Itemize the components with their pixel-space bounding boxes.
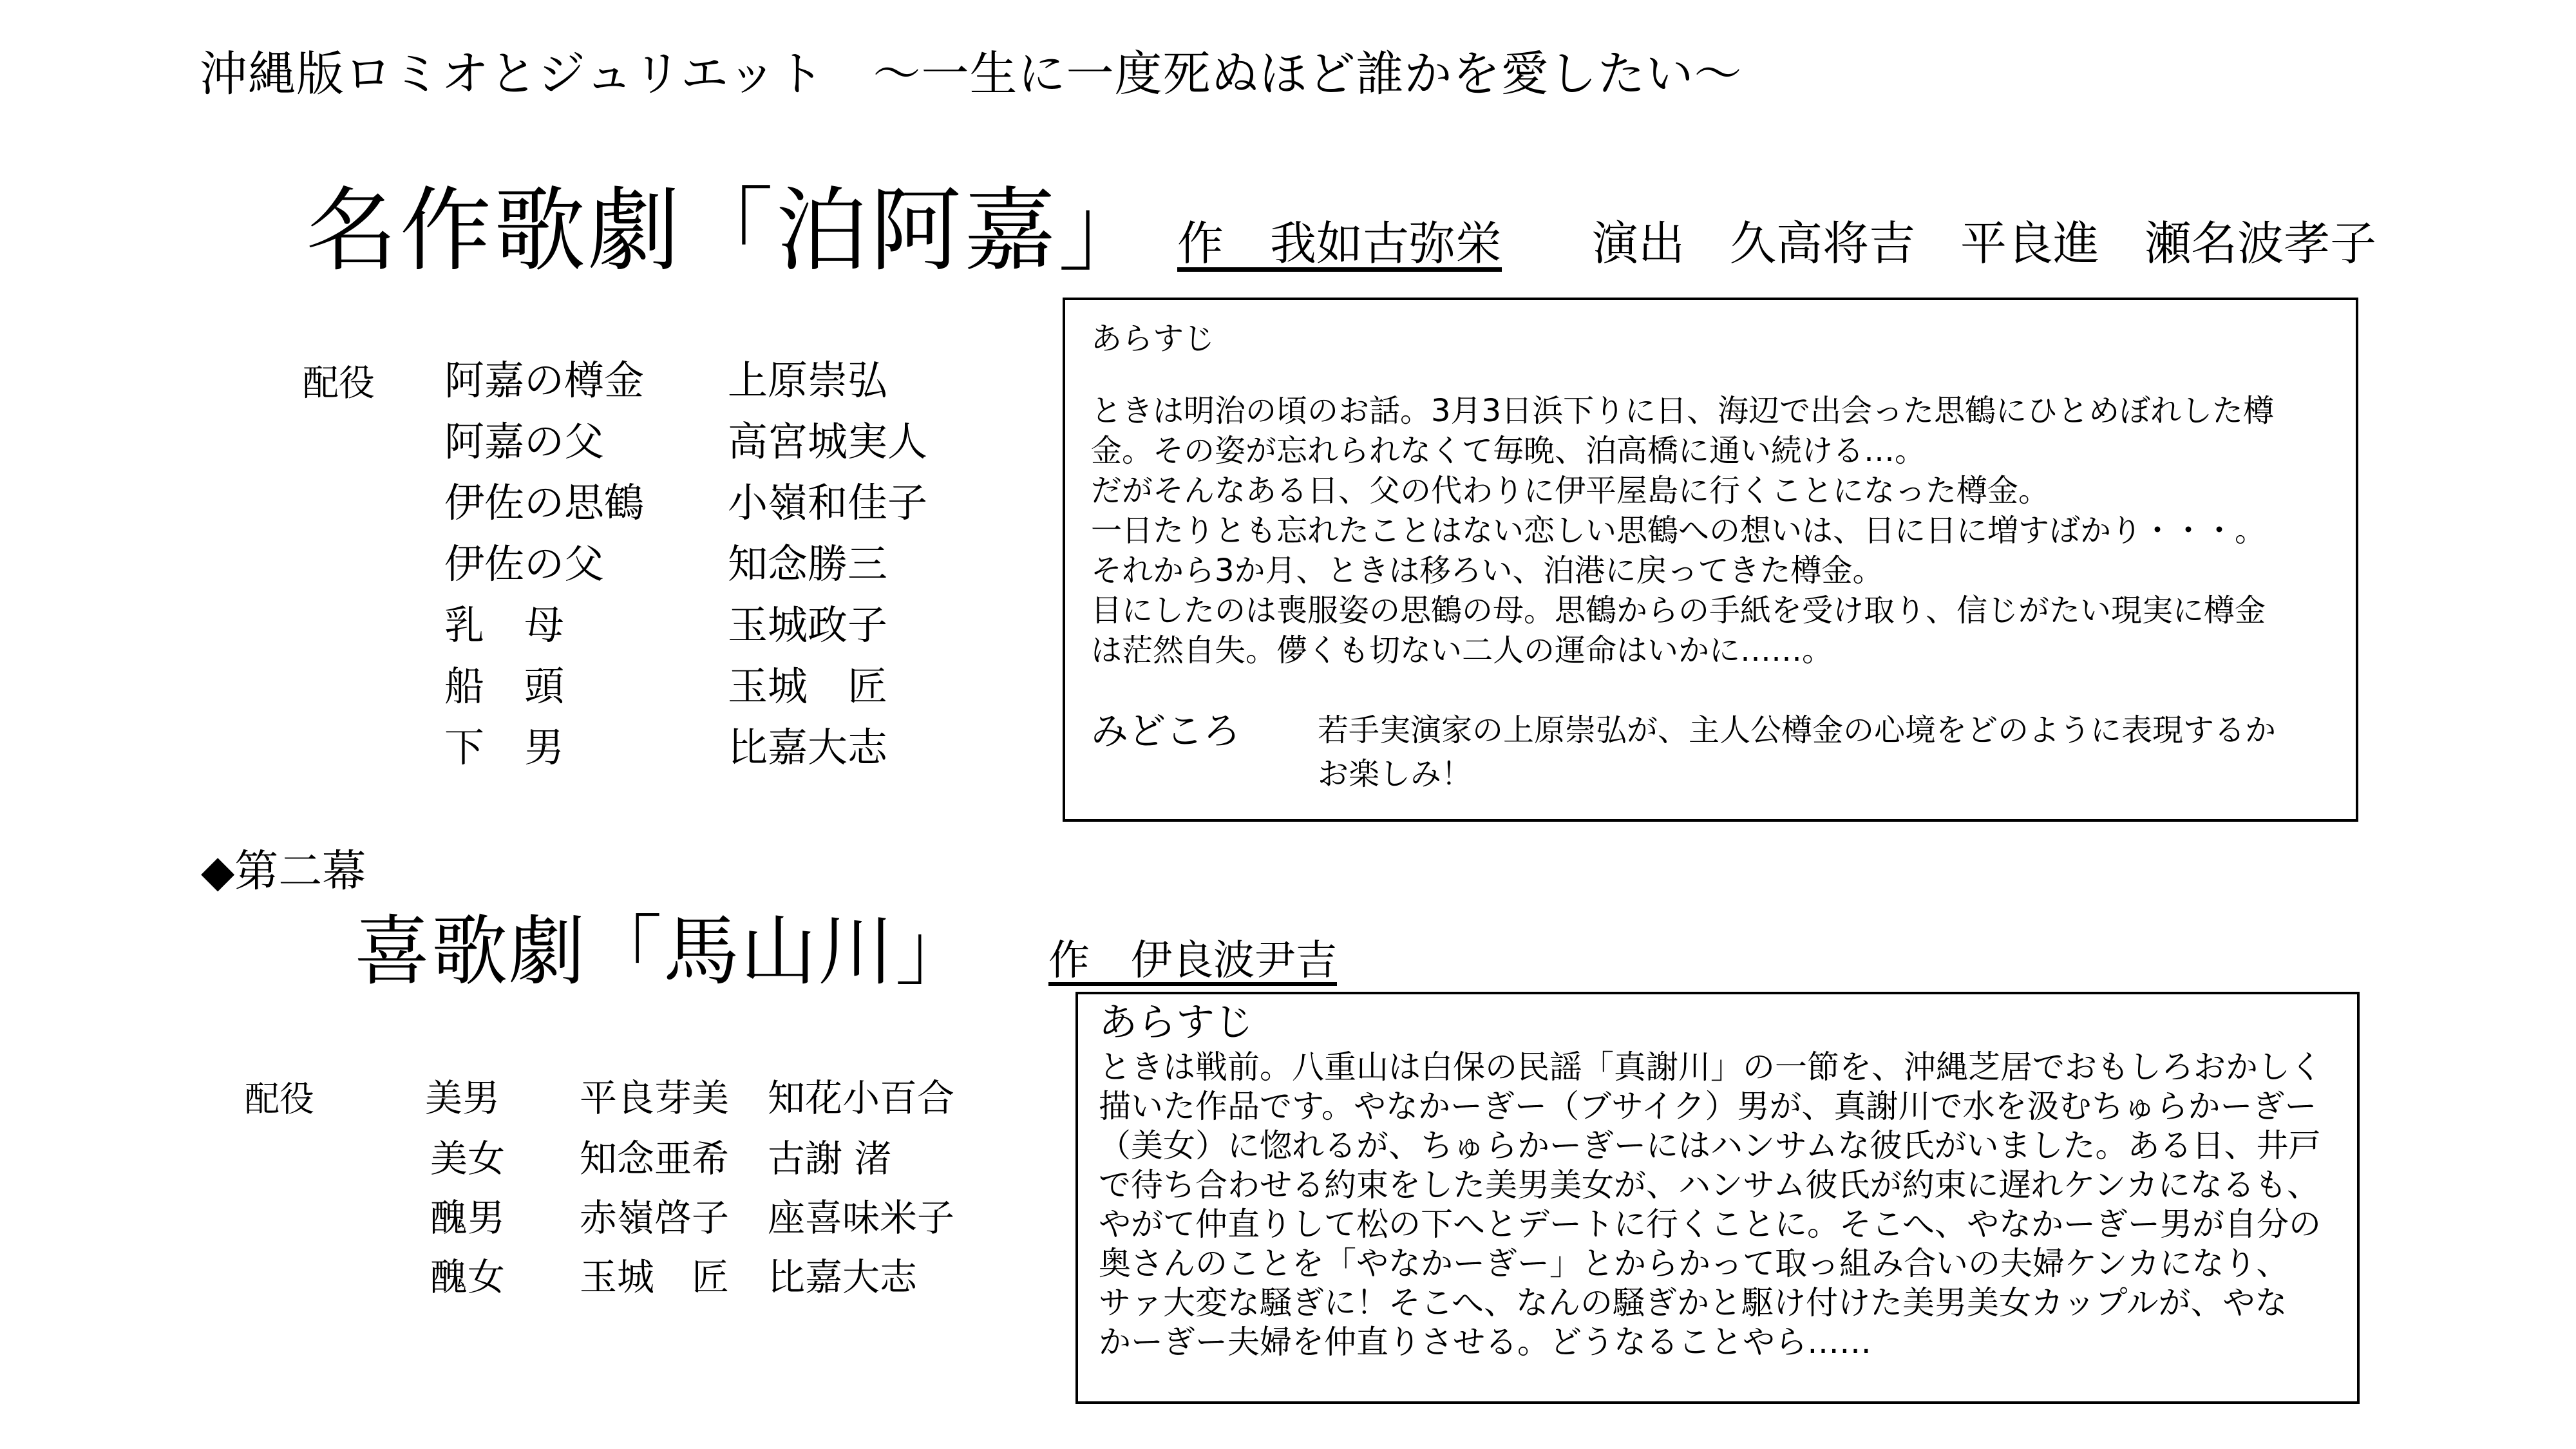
play1-credits bbox=[1177, 216, 2377, 270]
cast-role: 阿嘉の父 bbox=[444, 418, 605, 465]
midokoro-heading: みどころ bbox=[1091, 709, 1241, 753]
cast-role: 伊佐の思鶴 bbox=[444, 479, 645, 526]
page-header: 沖縄版ロミオとジュリエット 〜一生に一度死ぬほど誰かを愛したい〜 bbox=[200, 46, 1743, 102]
director-name: 久高将吉 bbox=[1730, 216, 1916, 270]
director-name: 平良進 bbox=[1960, 216, 2100, 270]
cast-actor: 比嘉大志 bbox=[728, 724, 888, 771]
director-name: 瀬名波孝子 bbox=[2145, 216, 2377, 270]
synopsis-line: で待ち合わせる約束をした美男美女が、ハンサム彼氏が約束に遅れケンカになるも、 bbox=[1099, 1166, 2319, 1204]
cast-actor: 平良芽美 bbox=[580, 1076, 730, 1120]
cast-role: 船 頭 bbox=[444, 663, 565, 710]
synopsis-line: それから3か月、ときは移ろい、泊港に戻ってきた樽金。 bbox=[1091, 553, 1884, 589]
midokoro-line: お楽しみ！ bbox=[1318, 756, 1473, 792]
synopsis-line: 奥さんのことを「やなかーぎー」とからかって取っ組み合いの夫婦ケンカになり、 bbox=[1099, 1245, 2289, 1282]
play1-synopsis-box bbox=[1063, 298, 2358, 822]
cast-role: 乳 母 bbox=[444, 601, 565, 649]
synopsis-heading: あらすじ bbox=[1091, 321, 1215, 357]
synopsis-line: やがて仲直りして松の下へとデートに行くことに。そこへ、やなかーぎー男が自分の bbox=[1099, 1206, 2321, 1243]
play2-cast-label: 配役 bbox=[245, 1079, 314, 1119]
synopsis-line: は茫然自失。儚くも切ない二人の運命はいかに……。 bbox=[1091, 632, 1833, 668]
cast-actor: 玉城政子 bbox=[728, 601, 888, 649]
synopsis-line: （美女）に惚れるが、ちゅらかーぎーにはハンサムな彼氏がいました。ある日、井戸 bbox=[1099, 1127, 2321, 1164]
play1-cast-label: 配役 bbox=[303, 363, 375, 404]
play1-title: 名作歌劇「泊阿嘉」 bbox=[306, 178, 1152, 284]
synopsis-line: 一日たりとも忘れたことはない恋しい思鶴への想いは、日に日に増すばかり・・・。 bbox=[1091, 513, 2266, 549]
cast-actor: 高宮城実人 bbox=[728, 418, 928, 465]
cast-actor: 座喜味米子 bbox=[768, 1196, 955, 1240]
play1-author: 作 我如古弥栄 bbox=[1177, 216, 1502, 270]
direction-label: 演出 bbox=[1592, 216, 1685, 270]
synopsis-line: 描いた作品です。やなかーぎー（ブサイク）男が、真謝川で水を汲むちゅらかーぎー bbox=[1099, 1088, 2317, 1125]
synopsis-line: 金。その姿が忘れられなくて毎晩、泊高橋に通い続ける…。 bbox=[1091, 433, 1926, 469]
cast-actor: 上原崇弘 bbox=[728, 357, 888, 404]
synopsis-line: ときは明治の頃のお話。3月3日浜下りに日、海辺で出会った思鶴にひとめぼれした樽 bbox=[1091, 393, 2275, 429]
play2-title: 喜歌劇「馬山川」 bbox=[354, 907, 973, 996]
synopsis-line: かーぎー夫婦を仲直りさせる。どうなることやら…… bbox=[1099, 1323, 1871, 1361]
cast-actor: 玉城 匠 bbox=[580, 1255, 730, 1299]
synopsis-heading: あらすじ bbox=[1099, 1000, 1253, 1045]
cast-actor: 赤嶺啓子 bbox=[580, 1196, 730, 1240]
cast-actor: 知念勝三 bbox=[728, 540, 888, 587]
cast-role: 醜女 bbox=[430, 1255, 506, 1299]
synopsis-line: だがそんなある日、父の代わりに伊平屋島に行くことになった樽金。 bbox=[1091, 473, 2050, 509]
cast-actor: 小嶺和佳子 bbox=[728, 479, 928, 526]
act2-label: ◆第二幕 bbox=[201, 846, 366, 897]
midokoro-line: 若手実演家の上原崇弘が、主人公樽金の心境をどのように表現するか bbox=[1318, 712, 2277, 748]
synopsis-line: ときは戦前。八重山は白保の民謡「真謝川」の一節を、沖縄芝居でおもしろおかしく bbox=[1099, 1048, 2322, 1086]
synopsis-line: 目にしたのは喪服姿の思鶴の母。思鶴からの手紙を受け取り、信じがたい現実に樽金 bbox=[1091, 592, 2266, 629]
cast-actor: 玉城 匠 bbox=[728, 663, 888, 710]
cast-actor: 知念亜希 bbox=[580, 1137, 730, 1180]
cast-role: 阿嘉の樽金 bbox=[444, 357, 645, 404]
cast-actor: 知花小百合 bbox=[768, 1076, 955, 1120]
cast-role: 醜男 bbox=[430, 1196, 506, 1240]
cast-role: 美男 bbox=[425, 1076, 500, 1120]
synopsis-line: サァ大変な騒ぎに！そこへ、なんの騒ぎかと駆け付けた美男美女カップルが、やな bbox=[1099, 1284, 2287, 1321]
cast-actor: 古謝 渚 bbox=[768, 1137, 892, 1180]
cast-role: 下 男 bbox=[444, 724, 565, 771]
cast-role: 伊佐の父 bbox=[444, 540, 605, 587]
cast-role: 美女 bbox=[430, 1137, 506, 1180]
play2-author: 作 伊良波尹吉 bbox=[1048, 937, 1337, 985]
play2-synopsis-box bbox=[1075, 992, 2360, 1404]
cast-actor: 比嘉大志 bbox=[768, 1255, 918, 1299]
